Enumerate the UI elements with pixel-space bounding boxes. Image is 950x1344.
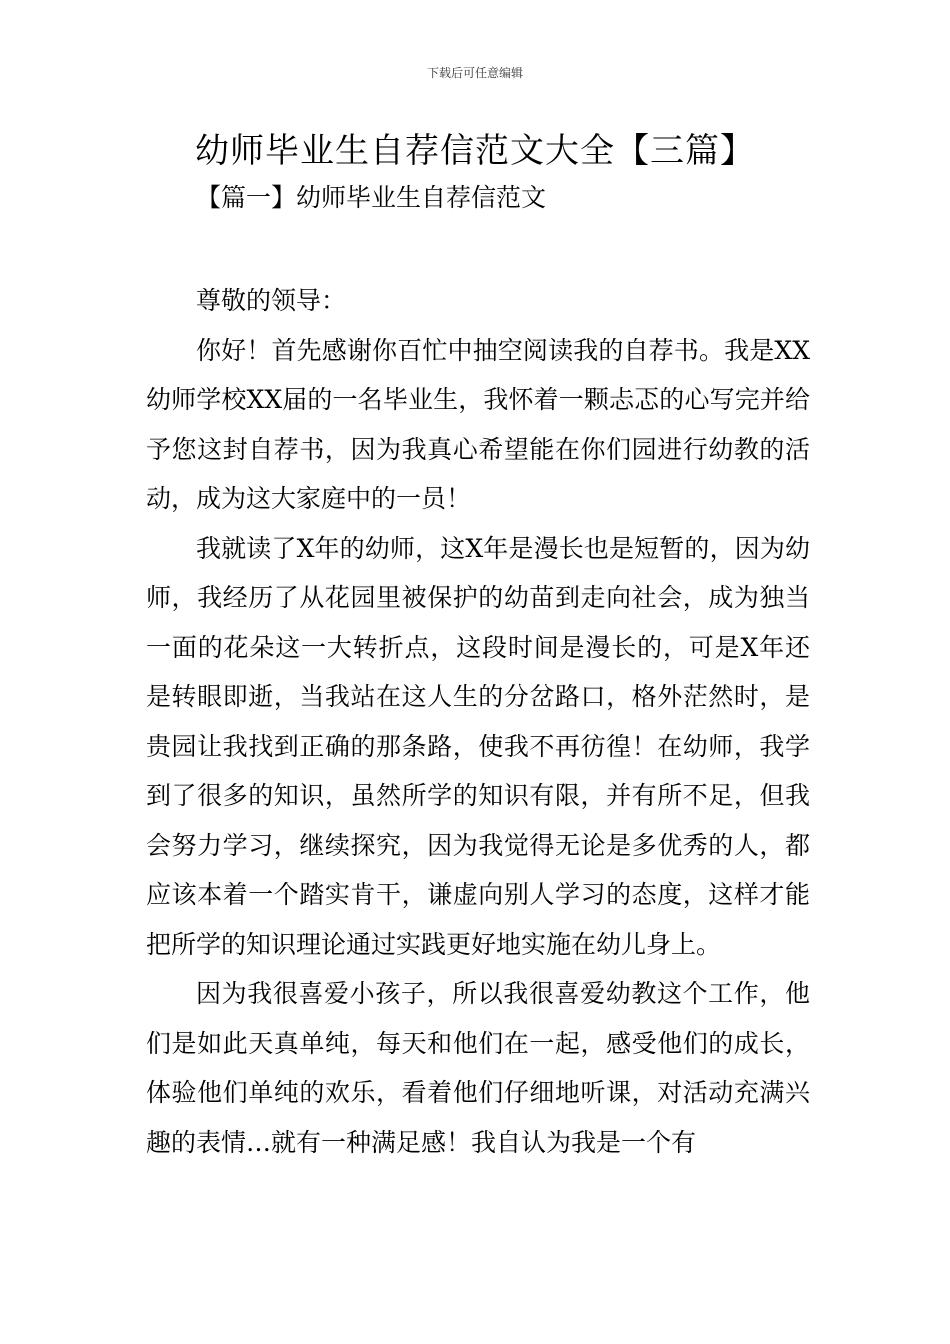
body-paragraph: 因为我很喜爱小孩子，所以我很喜爱幼教这个工作，他们是如此天真单纯，每天和他们在一起，感受他们的成长，体验他们单纯的欢乐，看着他们仔细地听课，对活动充满兴趣的表情…就有一种满足感！我自认为我是一个有 xyxy=(146,979,810,1157)
body-paragraph: 你好！首先感谢你百忙中抽空阅读我的自荐书。我是XX幼师学校XX届的一名毕业生，我怀着一颗忐忑的心写完并给予您这封自荐书，因为我真心希望能在你们园进行幼教的活动，成为这大家庭中的一员！ xyxy=(146,335,810,513)
section-heading: 【篇一】幼师毕业生自荐信范文 xyxy=(196,183,547,212)
document-body xyxy=(146,276,810,1167)
page-header-note: 下载后可任意编辑 xyxy=(426,66,523,80)
document-title: 幼师毕业生自荐信范文大全【三篇】 xyxy=(195,131,755,171)
salutation: 尊敬的领导： xyxy=(196,286,347,315)
body-paragraph: 我就读了X年的幼师，这X年是漫长也是短暂的，因为幼师，我经历了从花园里被保护的幼苗到走向社会，成为独当一面的花朵这一大转折点，这段时间是漫长的，可是X年还是转眼即逝，当我站在这人生的分岔路口，格外茫然时，是贵园让我找到正确的那条路，使我不再彷徨！在幼师，我学到了很多的知识，虽然所学的知识有限，并有所不足，但我会努力学习，继续探究，因为我觉得无论是多优秀的人，都应该本着一个踏实肯干，谦虚向别人学习的态度，这样才能把所学的知识理论通过实践更好地实施在幼儿身上。 xyxy=(146,533,810,959)
